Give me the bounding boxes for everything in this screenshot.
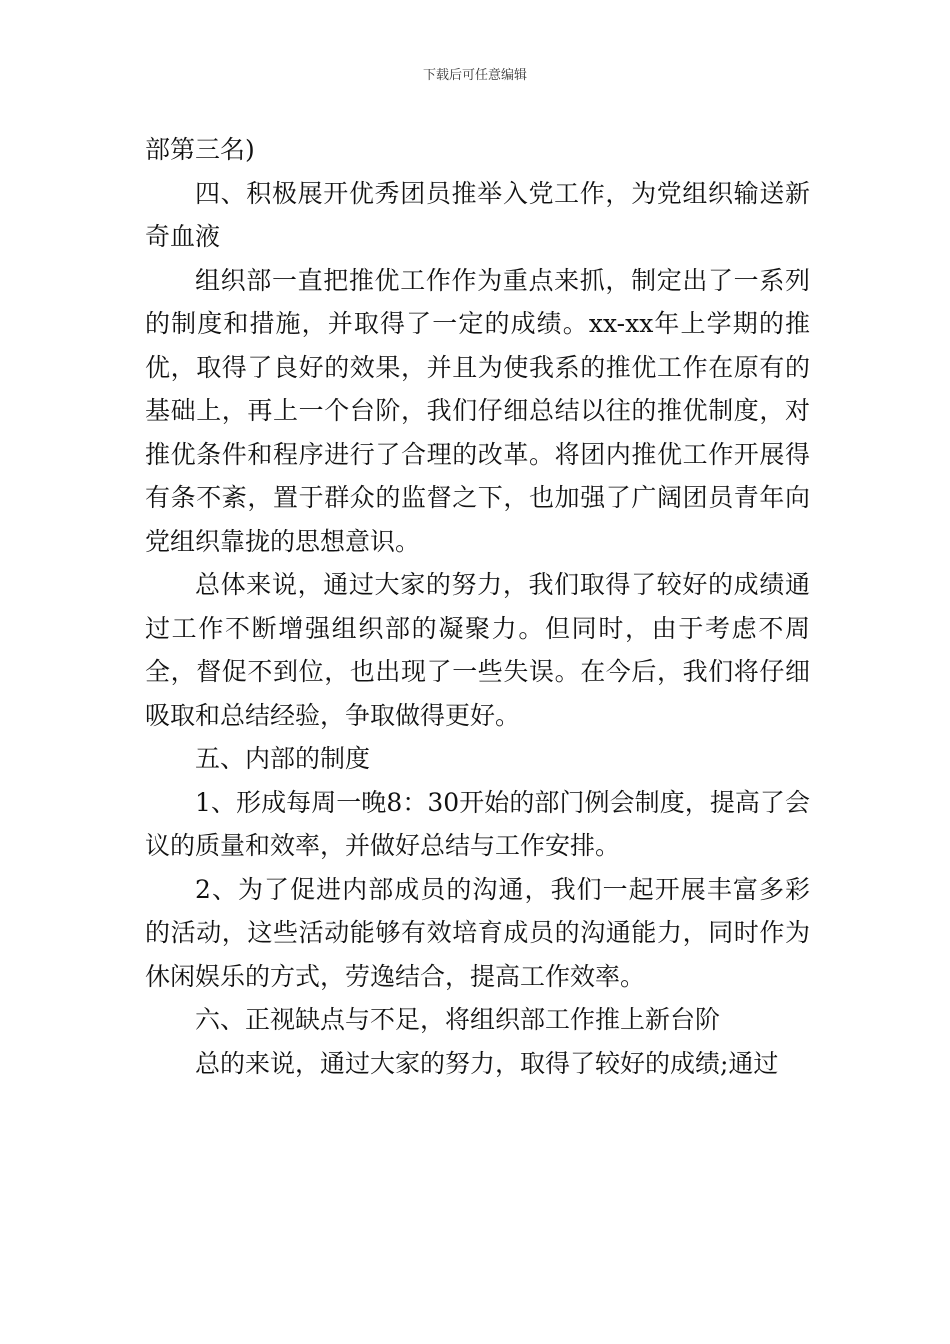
- page-header: 下载后可任意编辑: [422, 68, 527, 83]
- paragraph-continuation: 部第三名): [145, 135, 255, 164]
- section-heading-6: 六、正视缺点与不足，将组织部工作推上新台阶: [195, 1005, 721, 1034]
- paragraph-recommendation-work: 组织部一直把推优工作作为重点来抓，制定出了一系列的制度和措施，并取得了一定的成绩。xx-xx年上学期的推优，取得了良好的效果，并且为使我系的推优工作在原有的基础上，再上一个台阶，我们仔细总结以往的推优制度，对推优条件和程序进行了合理的改革。将团内推优工作开展得有条不紊，置于群众的监督之下，也加强了广阔团员青年向党组织靠拢的思想意识。: [145, 265, 810, 556]
- section-heading-4: 四、积极展开优秀团员推举入党工作，为党组织输送新奇血液: [145, 178, 810, 251]
- paragraph-rule-2: 2、为了促进内部成员的沟通，我们一起开展丰富多彩的活动，这些活动能够有效培育成员的沟通能力，同时作为休闲娱乐的方式，劳逸结合，提高工作效率。: [145, 874, 810, 991]
- section-heading-5: 五、内部的制度: [195, 744, 371, 773]
- paragraph-closing: 总的来说，通过大家的努力，取得了较好的成绩;通过: [195, 1048, 779, 1078]
- document-body: [145, 128, 810, 1085]
- paragraph-summary: 总体来说，通过大家的努力，我们取得了较好的成绩通过工作不断增强组织部的凝聚力。但同时，由于考虑不周全，督促不到位，也出现了一些失误。在今后，我们将仔细吸取和总结经验，争取做得更好。: [145, 570, 810, 730]
- paragraph-rule-1: 1、形成每周一晚8：30开始的部门例会制度，提高了会议的质量和效率，并做好总结与工作安排。: [145, 787, 810, 860]
